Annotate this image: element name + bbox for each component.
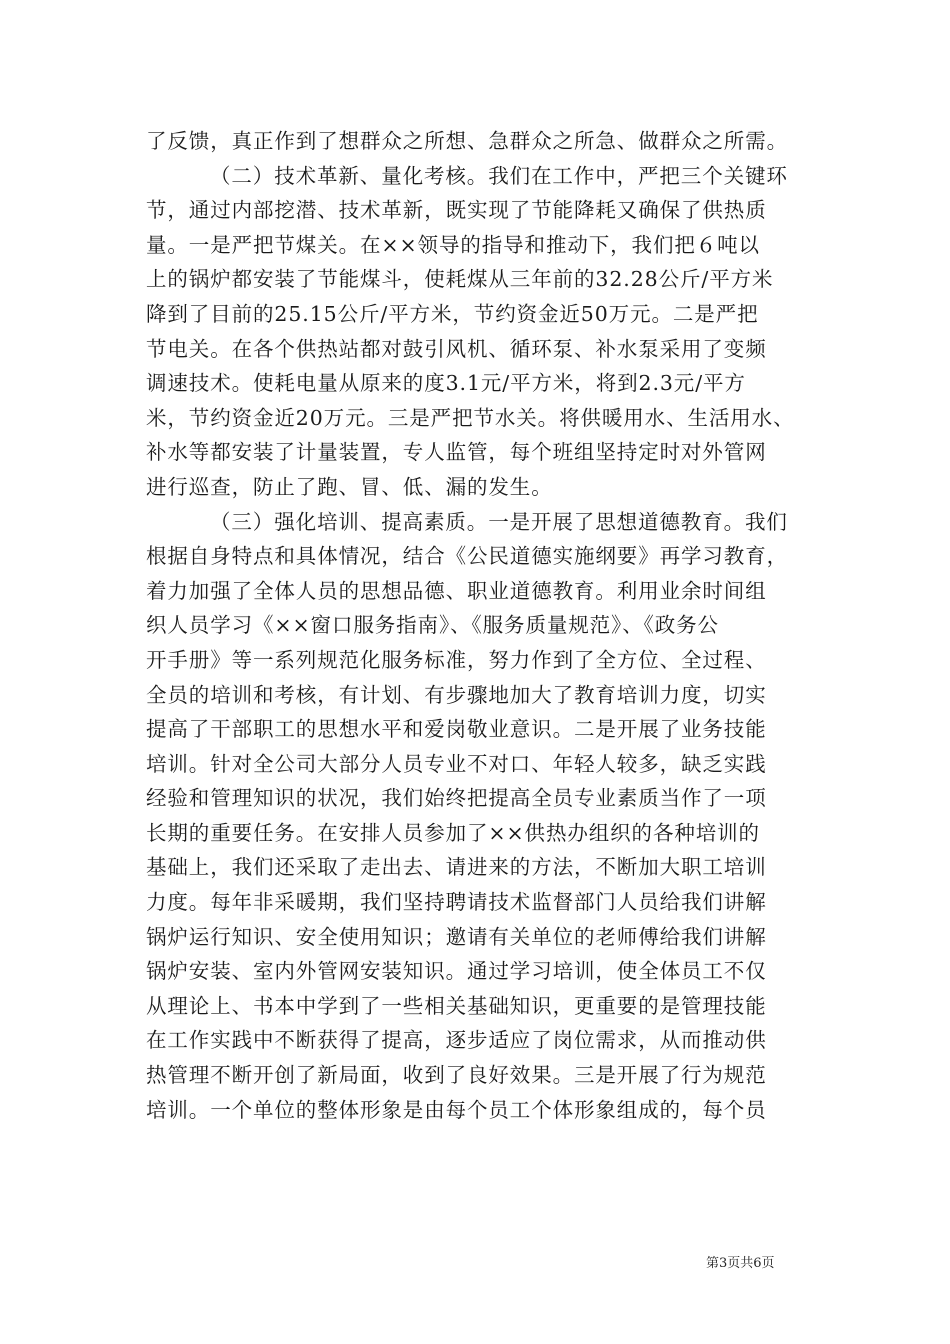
text-line: （三）强化培训、提高素质。一是开展了思想道德教育。我们 xyxy=(210,509,788,534)
text-line: 锅炉安装、室内外管网安装知识。通过学习培训，使全体员工不仅 xyxy=(146,959,767,984)
text-line: 织人员学习《××窗口服务指南》、《服务质量规范》、《政务公 xyxy=(146,613,719,638)
text-line: 提高了干部职工的思想水平和爱岗敬业意识。二是开展了业务技能 xyxy=(146,717,767,742)
text-line: 着力加强了全体人员的思想品德、职业道德教育。利用业余时间组 xyxy=(146,578,767,603)
text-line: 降到了目前的25.15公斤/平方米，节约资金近50万元。二是严把 xyxy=(146,301,759,326)
text-line: 上的锅炉都安装了节能煤斗，使耗煤从三年前的32.28公斤/平方米 xyxy=(146,267,774,292)
text-line: 从理论上、书本中学到了一些相关基础知识，更重要的是管理技能 xyxy=(146,993,767,1018)
text-line: 调速技术。使耗电量从原来的度3.1元/平方米，将到2.3元/平方 xyxy=(146,371,746,396)
page-number-footer: 第3页共6页 xyxy=(706,1256,775,1271)
text-line: 热管理不断开创了新局面，收到了良好效果。三是开展了行为规范 xyxy=(146,1063,767,1088)
text-line: 培训。针对全公司大部分人员专业不对口、年轻人较多，缺乏实践 xyxy=(146,751,767,776)
text-line: 开手册》等一系列规范化服务标准，努力作到了全方位、全过程、 xyxy=(146,647,767,672)
text-line: （二）技术革新、量化考核。我们在工作中，严把三个关键环 xyxy=(210,163,788,188)
text-line: 米，节约资金近20万元。三是严把节水关。将供暖用水、生活用水、 xyxy=(146,405,795,430)
text-line: 培训。一个单位的整体形象是由每个员工个体形象组成的，每个员 xyxy=(146,1097,767,1122)
text-line: 节电关。在各个供热站都对鼓引风机、循环泵、补水泵采用了变频 xyxy=(146,336,767,361)
text-line: 进行巡查，防止了跑、冒、低、漏的发生。 xyxy=(146,474,553,499)
text-line: 经验和管理知识的状况，我们始终把提高全员专业素质当作了一项 xyxy=(146,786,767,811)
text-line: 力度。每年非采暖期，我们坚持聘请技术监督部门人员给我们讲解 xyxy=(146,890,767,915)
text-line: 补水等都安装了计量装置，专人监管，每个班组坚持定时对外管网 xyxy=(146,440,767,465)
text-line: 锅炉运行知识、安全使用知识；邀请有关单位的老师傅给我们讲解 xyxy=(146,924,767,949)
text-line: 全员的培训和考核，有计划、有步骤地加大了教育培训力度，切实 xyxy=(146,682,767,707)
text-line: 根据自身特点和具体情况，结合《公民道德实施纲要》再学习教育， xyxy=(146,544,788,569)
body-text xyxy=(146,124,806,1127)
text-line: 节，通过内部挖潜、技术革新，既实现了节能降耗又确保了供热质 xyxy=(146,198,767,223)
text-line: 在工作实践中不断获得了提高，逐步适应了岗位需求，从而推动供 xyxy=(146,1028,767,1053)
text-line: 了反馈，真正作到了想群众之所想、急群众之所急、做群众之所需。 xyxy=(146,129,788,153)
text-line: 长期的重要任务。在安排人员参加了××供热办组织的各种培训的 xyxy=(146,820,760,845)
text-line: 基础上，我们还采取了走出去、请进来的方法，不断加大职工培训 xyxy=(146,855,767,880)
text-line: 量。一是严把节煤关。在××领导的指导和推动下，我们把６吨以 xyxy=(146,232,760,257)
